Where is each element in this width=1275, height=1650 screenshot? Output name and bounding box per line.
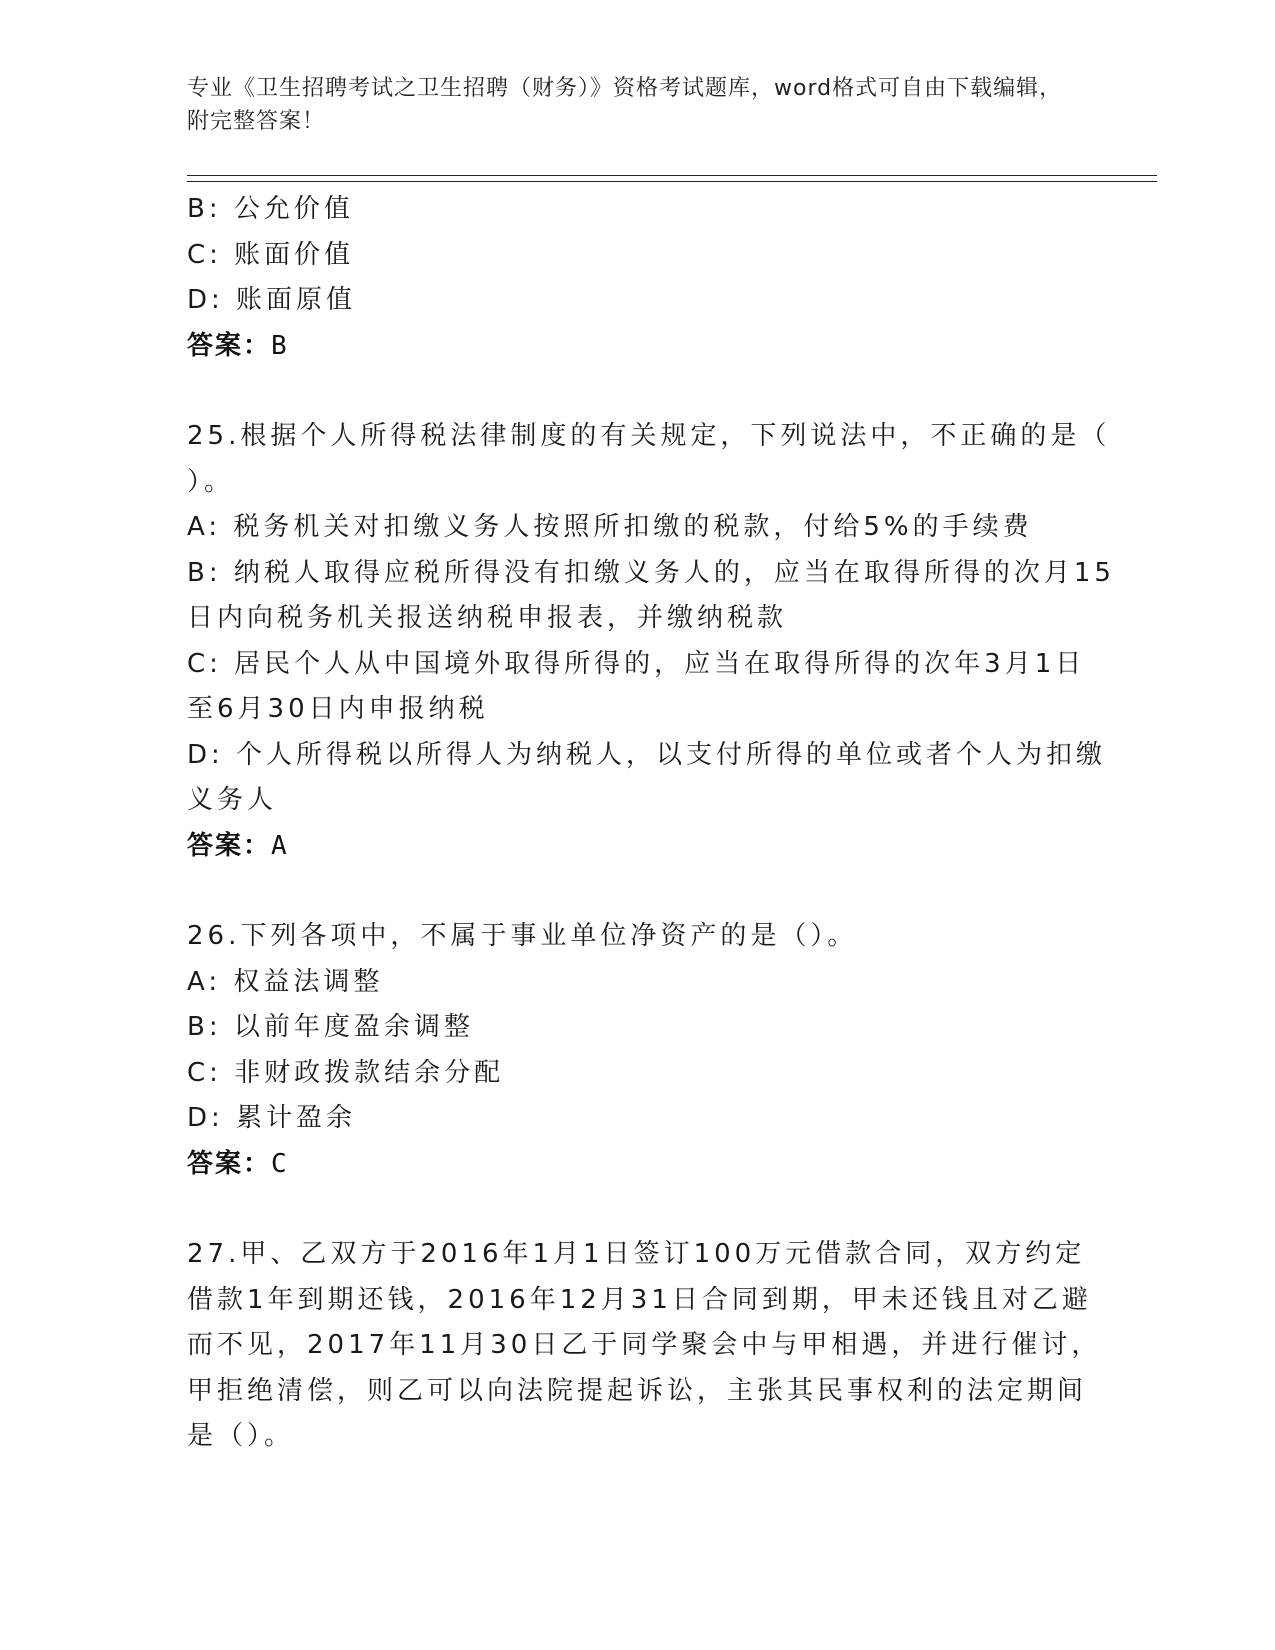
answer (187, 1142, 1087, 1188)
option-c: C: 账面价值 (187, 239, 355, 270)
answer-value: C (271, 1148, 289, 1179)
question-25 (187, 414, 1115, 869)
question-26 (187, 914, 1087, 1187)
question-stem-cont: 而不见，2017年11月30日乙于同学聚会中与甲相遇，并进行催讨， (187, 1330, 1102, 1360)
option-d-cont: 义务人 (187, 785, 278, 815)
option-d: D: 账面原值 (187, 285, 357, 315)
question-stem-cont: ）。 (187, 466, 235, 497)
option-b-cont: 日内向税务机关报送纳税申报表，并缴纳税款 (187, 603, 788, 633)
option-d: D: 个人所得税以所得人为纳税人，以支付所得的单位或者个人为扣缴 (187, 739, 1107, 770)
answer-label: 答案： (187, 830, 272, 861)
question-stem-cont: 借款1年到期还钱，2016年12月31日合同到期，甲未还钱且对乙避 (187, 1284, 1092, 1315)
option-c-cont: 至6月30日内申报纳税 (187, 694, 489, 724)
question-27 (187, 1232, 1102, 1460)
option-b: B: 公允价值 (187, 194, 354, 224)
option-d: D: 累计盈余 (187, 1103, 357, 1133)
question-stem-cont: 是（）。 (187, 1421, 295, 1451)
question-list (187, 187, 1115, 1460)
question-stem: 25.根据个人所得税法律制度的有关规定，下列说法中，不正确的是（ (187, 421, 1111, 451)
question-stem-cont: 甲拒绝清偿，则乙可以向法院提起诉讼，主张其民事权利的法定期间 (187, 1375, 1088, 1406)
question-stem: 26.下列各项中，不属于事业单位净资产的是（）。 (187, 921, 858, 951)
option-a: A: 权益法调整 (187, 966, 384, 997)
header-divider (187, 175, 1157, 182)
answer-value: A (271, 830, 289, 861)
option-b: B: 以前年度盈余调整 (187, 1012, 474, 1042)
option-b: B: 纳税人取得应税所得没有扣缴义务人的，应当在取得所得的次月15 (187, 557, 1115, 588)
answer-label: 答案： (187, 330, 272, 361)
option-a: A: 税务机关对扣缴义务人按照所扣缴的税款，付给5%的手续费 (187, 512, 1033, 542)
page-header: 专业《卫生招聘考试之卫生招聘（财务）》资格考试题库，word格式可自由下载编辑，附完整答案！ (187, 76, 1063, 134)
answer (187, 824, 1087, 870)
question-stem: 27.甲、乙双方于2016年1月1日签订100万元借款合同，双方约定 (187, 1239, 1086, 1269)
answer (187, 324, 1087, 370)
option-c: C: 居民个人从中国境外取得所得的，应当在取得所得的次年3月1日 (187, 648, 1086, 679)
question-24-tail (187, 187, 1087, 369)
answer-label: 答案： (187, 1148, 272, 1179)
answer-value: B (271, 330, 289, 361)
option-c: C: 非财政拨款结余分配 (187, 1057, 505, 1088)
